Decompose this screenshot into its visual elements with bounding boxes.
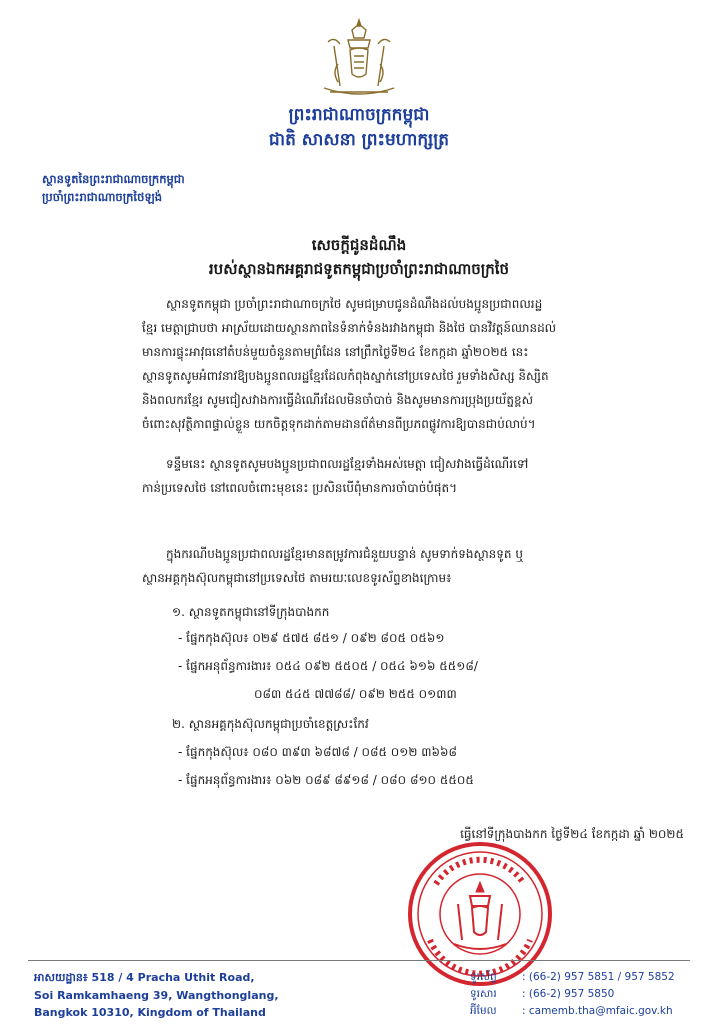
telephone-value: : (66-2) 957 5851 / 957 5852 <box>522 971 675 983</box>
notice-paragraph-3 <box>142 542 642 590</box>
embassy-protocol-phones-cont: ០៨៣ ៥៤៥ ៧៧៨៨/ ០៩២ ២៥៥ ០១៣៣ <box>254 687 457 701</box>
paragraph-line: ក្នុងករណីបងប្អូនប្រជាពលរដ្ឋខ្មែរមានតម្រូវការជំនួយបន្ទាន់ សូមទាក់ទងស្ថានទូត ឬ <box>166 547 523 561</box>
embassy-name-line1: ស្ថានទូតនៃព្រះរាជាណាចក្រកម្ពុជា <box>42 172 185 186</box>
paragraph-line: កាន់ប្រទេសថៃ នៅពេលចំពោះមុខនេះ ប្រសិនបើពុំមានការចាំបាច់បំផុត។ <box>142 481 458 495</box>
footer-address-line2: Soi Ramkamhaeng 39, Wangthonglang, <box>34 989 279 1002</box>
embassy-name-line2: ប្រចាំព្រះរាជាណាចក្រថៃឡង់ <box>42 190 163 204</box>
embassy-protocol-phones: - ផ្នែកអនុព័ន្ធការងារ៖ ០៥៤ ០៩២ ៥៥០៥ / ០៥៤ ៦១៦ ៥៥១៨/ <box>178 659 478 673</box>
date-and-place: ធ្វើនៅទីក្រុងបាងកក ថ្ងៃទី២៤ ខែកក្កដា ឆ្នាំ ២០២៥ <box>460 827 684 841</box>
contact-section-embassy: ១. ស្ថានទូតកម្ពុជានៅទីក្រុងបាងកក <box>172 605 330 619</box>
national-motto: ជាតិ សាសនា ព្រះមហាក្សត្រ <box>268 130 450 150</box>
footer-email <box>470 1005 673 1020</box>
paragraph-line: ស្ថានអគ្គកុងស៊ុលកម្ពុជានៅប្រទេសថៃ តាមរយៈលេខទូរស័ព្ទខាងក្រោម៖ <box>142 571 452 585</box>
paragraph-line: ទន្ទឹមនេះ ស្ថានទូតសូមបងប្អូនប្រជាពលរដ្ឋខ្មែរទាំងអស់មេត្តា ជៀសវាងធ្វើដំណើរទៅ <box>166 457 529 471</box>
footer-telephone <box>470 971 675 986</box>
paragraph-line: និងពលករខ្មែរ សូមជៀសវាងការធ្វើដំណើរដែលមិនចាំបាច់ និងសូមមានការប្រុងប្រយ័ត្នខ្ពស់ <box>142 393 534 407</box>
fax-value: : (66-2) 957 5850 <box>522 988 615 1000</box>
notice-subtitle: របស់ស្ថានឯកអគ្គរាជទូតកម្ពុជាប្រចាំព្រះរាជាណាចក្រថៃ <box>208 260 510 278</box>
paragraph-line: ស្ថានទូតសូមអំពាវនាវឱ្យបងប្អូនពលរដ្ឋខ្មែរដែលកំពុងស្នាក់នៅប្រទេសថៃ រួមទាំងសិស្ស និស្សិត <box>142 369 549 383</box>
consulate-protocol-phones: - ផ្នែកអនុព័ន្ធការងារ៖ ០៦២ ០៨៩ ៨៩១៨ / ០៨០ ៨១០ ៥៥០៥ <box>178 773 474 787</box>
contact-section-consulate: ២. ស្ថានអគ្គកុងស៊ុលកម្ពុជាប្រចាំខេត្តស្រះកែវ <box>172 717 369 731</box>
notice-paragraph-1 <box>142 292 642 436</box>
email-value: : camemb.tha@mfaic.gov.kh <box>522 1005 673 1017</box>
footer-divider <box>28 960 690 961</box>
paragraph-line: មានការផ្ទុះអាវុធនៅតំបន់មួយចំនួនតាមព្រំដែន នៅព្រឹកថ្ងៃទី២៤ ខែកក្កដា ឆ្នាំ២០២៥ នេះ <box>142 345 529 359</box>
footer-fax <box>470 988 614 1003</box>
fax-label: ទូរសារ <box>470 988 497 1000</box>
telephone-label: ទូរស័ព្ទ <box>470 971 497 983</box>
email-label: អ៊ីមែល <box>470 1005 497 1017</box>
footer-address-line3: Bangkok 10310, Kingdom of Thailand <box>34 1006 266 1019</box>
royal-coat-of-arms-icon <box>314 16 404 98</box>
embassy-seal-icon <box>406 840 554 988</box>
kingdom-title: ព្រះរាជាណាចក្រកម្ពុជា <box>288 105 430 125</box>
paragraph-line: ខ្មែរ មេត្តាជ្រាបថា អាស្រ័យដោយស្ថានភាពនៃទំនាក់ទំនងរវាងកម្ពុជា និងថៃ បានវិវត្តន៍ឈានដល់ <box>142 321 557 335</box>
paragraph-line: ចំពោះសុវត្ថិភាពផ្ទាល់ខ្លួន យកចិត្តទុកដាក់តាមដានព័ត៌មានពីប្រភពផ្លូវការឱ្យបានជាប់លាប់។ <box>142 417 536 431</box>
footer-address-line1: អាសយដ្ឋាន៖ 518 / 4 Pracha Uthit Road, <box>34 971 255 984</box>
paragraph-line: ស្ថានទូតកម្ពុជា ប្រចាំព្រះរាជាណាចក្រថៃ សូមជម្រាបជូនដំណឹងដល់បងប្អូនប្រជាពលរដ្ឋ <box>166 297 543 311</box>
embassy-consular-phones: - ផ្នែកកុងស៊ុល៖ ០២៩ ៥៧៥ ៨៥១ / ០៩២ ៨០៥ ០៥៦១ <box>178 631 445 645</box>
consulate-consular-phones: - ផ្នែកកុងស៊ុល៖ ០៨០ ៣៩៣ ៦៨៧៨ / ០៨៥ ០១២ ៣៦៦៨ <box>178 745 458 759</box>
notice-paragraph-2 <box>142 452 642 500</box>
notice-title: សេចក្តីជូនដំណឹង <box>311 236 407 254</box>
